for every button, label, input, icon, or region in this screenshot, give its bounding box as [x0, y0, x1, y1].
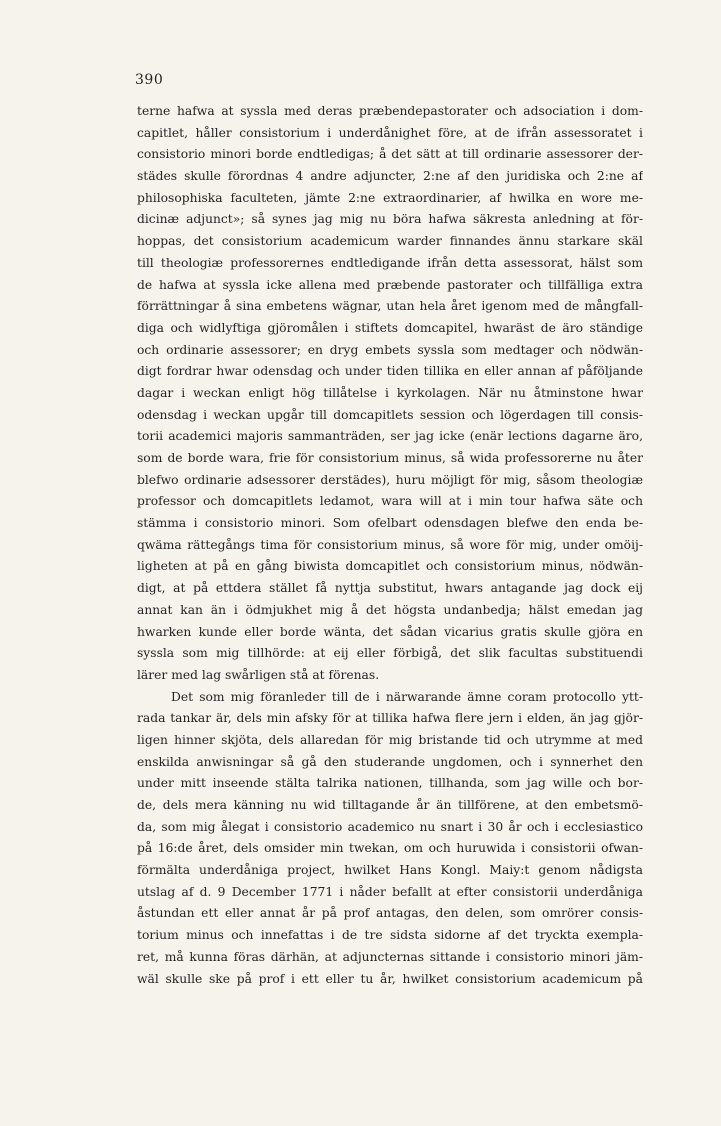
text-line: terne hafwa at syssla med deras præbendepastorater och adsociation i dom- [137, 104, 643, 118]
text-line: till theologiæ professorernes endtledigande ifrån detta assessorat, hälst som [137, 255, 643, 270]
text-line: åstundan ett eller annat år på prof antagas, den delen, som omrörer consis- [137, 906, 643, 921]
text-line: digt fordrar hwar odensdag och under tiden tillika en eller annan af påföljande [137, 364, 643, 379]
text-line: som de borde wara, frie för consistorium minus, så wida professorerne nu åter [137, 451, 643, 465]
body-text [137, 101, 643, 990]
text-line: capitlet, håller consistorium i underdånighet före, at de ifrån assessoratet i [137, 125, 643, 140]
text-line: digt, at på ettdera stället få nyttja substitut, hwars antagande jag dock eij [137, 581, 643, 596]
text-line: förrättningar å sina embetens wägnar, utan hela året igenom med de mångfall- [137, 299, 643, 314]
text-line: dicinæ adjunct»; så synes jag mig nu böra hafwa säkresta anledning at för- [137, 212, 643, 227]
text-line: blefwo ordinarie adsessorer derstädes), huru möjligt för mig, såsom theologiæ [137, 472, 643, 487]
text-line: torii academici majoris sammanträden, ser jag icke (enär lections dagarne äro, [137, 429, 643, 444]
text-line: ret, må kunna föras därhän, at adjuncternas sittande i consistorio minori jäm- [137, 949, 643, 964]
text-line: städes skulle förordnas 4 andre adjuncter, 2:ne af den juridiska och 2:ne af [137, 169, 643, 184]
text-line: utslag af d. 9 December 1771 i nåder befallt at efter consistorii underdåniga [137, 884, 643, 899]
text-line: annat kan än i ödmjukhet mig å det högsta undanbedja; hälst emedan jag [137, 602, 643, 617]
text-line: diga och widlyftiga gjöromålen i stiftets domcapitel, hwaräst de äro ständige [137, 320, 643, 335]
text-line: qwäma rättegångs tima för consistorium minus, så wore för mig, under omöij- [137, 537, 643, 552]
text-line: hwarken kunde eller borde wänta, det sådan vicarius gratis skulle gjöra en [137, 624, 643, 639]
text-line: rada tankar är, dels min afsky för at tillika hafwa flere jern i elden, än jag gjör- [137, 711, 643, 726]
text-line: dagar i weckan enligt hög tillåtelse i kyrkolagen. När nu åtminstone hwar [137, 385, 643, 400]
text-line: förmälta underdåniga project, hwilket Hans Kongl. Maiy:t genom nådigsta [137, 863, 643, 878]
text-line: enskilda anwisningar så gå den studerande ungdomen, och i synnerhet den [137, 754, 643, 769]
text-line: ligheten at på en gång biwista domcapitlet och consistorium minus, nödwän- [137, 559, 643, 574]
text-line: philosophiska faculteten, jämte 2:ne extraordinarier, af hwilka en wore me- [137, 190, 643, 205]
text-line: de, dels mera känning nu wid tilltagande år än tillförene, at den embetsmö- [137, 798, 643, 812]
text-line: hoppas, det consistorium academicum warder finnandes ännu starkare skäl [137, 234, 643, 249]
text-line: stämma i consistorio minori. Som ofelbart odensdagen blefwe den enda be- [137, 516, 643, 531]
text-line: professor och domcapitlets ledamot, wara will at i min tour hafwa säte och [137, 494, 643, 509]
text-line: under mitt inseende stälta talrika nationen, tillhanda, som jag wille och bor- [137, 776, 643, 791]
text-line: da, som mig ålegat i consistorio academico nu snart i 30 år och i ecclesiastico [137, 819, 643, 834]
text-line: syssla som mig tillhörde: at eij eller förbigå, det slik facultas substituendi [137, 646, 643, 661]
text-line: torium minus och innefattas i de tre sidsta sidorne af det tryckta exempla- [137, 928, 643, 943]
text-line: consistorio minori borde endtledigas; å det sätt at till ordinarie assessorer der- [137, 147, 643, 162]
text-line: ligen hinner skjöta, dels allaredan för mig bristande tid och utrymme at med [137, 732, 643, 747]
text-line: odensdag i weckan upgår till domcapitlets session och lögerdagen till consis- [137, 407, 643, 422]
page-number: 390 [135, 72, 164, 88]
text-line: lärer med lag swårligen stå at förenas. [137, 667, 380, 682]
text-line: Det som mig föranleder till de i närwarande ämne coram protocollo ytt- [171, 689, 643, 704]
text-line: på 16:de året, dels omsider min twekan, om och huruwida i consistorii ofwan- [137, 841, 643, 856]
text-line: wäl skulle ske på prof i ett eller tu år, hwilket consistorium academicum på [137, 971, 643, 986]
text-line: och ordinarie assessorer; en dryg embets syssla som medtager och nödwän- [137, 342, 643, 357]
text-line: de hafwa at syssla icke allena med præbende pastorater och tillfälliga extra [137, 277, 643, 292]
